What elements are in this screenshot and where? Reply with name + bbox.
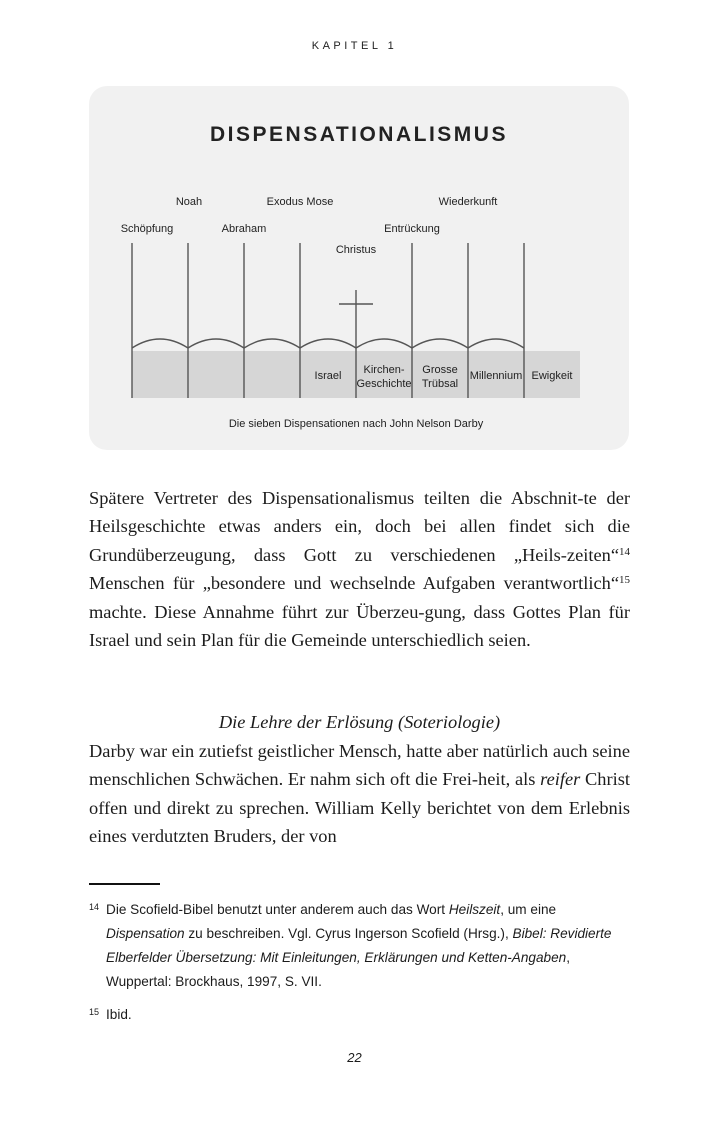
footnote-15 xyxy=(89,1003,630,1027)
period-geschichte: Geschichte xyxy=(356,378,412,390)
label-abraham: Abraham xyxy=(221,223,267,235)
paragraph-1-part-c: machte. Diese Annahme führt zur Überzeu-gung, dass Gottes Plan für Israel und sein Plan für die Gemeinde unterschiedlich seien. xyxy=(89,601,630,651)
footnote-number: 15 xyxy=(89,1007,100,1017)
paragraph-2-part-b: Christ offen und direkt zu sprechen. William Kelly berichtet von dem Erlebnis eines verdutzten Bruders, der von xyxy=(89,769,630,847)
period-ewigkeit: Ewigkeit xyxy=(531,370,573,382)
footnotes xyxy=(89,898,630,1036)
paragraph-1-part-a: Spätere Vertreter des Dispensationalismus teilten die Abschnit-te der Heilsgeschichte etwas anders ein, doch bei allen findet sich die Grundüberzeugung, dass Gott zu verschiedenen „Heils-zeiten“ xyxy=(89,488,630,565)
footnote-italic: Dispensation xyxy=(106,926,185,941)
label-schoepfung: Schöpfung xyxy=(120,223,174,235)
diagram-title: DISPENSATIONALISMUS xyxy=(210,123,508,146)
footnote-text: , um eine xyxy=(500,902,557,917)
diagram-svg xyxy=(89,86,629,450)
footnote-divider xyxy=(89,883,160,885)
section-heading: Die Lehre der Erlösung (Soteriologie) xyxy=(218,712,501,732)
paragraph-2-part-a: Darby war ein zutiefst geistlicher Mensch, hatte aber natürlich auch seine menschlichen Schwächen. Er nahm sich oft die Frei-heit, als xyxy=(89,741,630,790)
period-millennium: Millennium xyxy=(469,370,523,382)
chapter-header: KAPITEL 1 xyxy=(311,40,398,52)
paragraph-2-emphasis: reifer xyxy=(540,769,581,790)
period-truebsal: Trübsal xyxy=(421,378,459,390)
label-christus: Christus xyxy=(335,244,377,256)
label-entrueckung: Entrückung xyxy=(384,223,440,235)
period-grosse: Grosse xyxy=(422,364,458,376)
footnote-text: , Wuppertal: Brockhaus, 1997, S. VII. xyxy=(106,950,570,989)
diagram-caption: Die sieben Dispensationen nach John Nelson Darby xyxy=(228,418,484,430)
footnote-14 xyxy=(89,898,630,994)
period-israel: Israel xyxy=(314,370,342,382)
footnote-ref-14[interactable]: 14 xyxy=(619,545,630,558)
footnote-text: zu beschreiben. Vgl. Cyrus Ingerson Scofield (Hrsg.), xyxy=(184,926,513,941)
paragraph-2 xyxy=(89,737,630,851)
dispensation-diagram xyxy=(89,86,629,450)
footnote-text: Die Scofield-Bibel benutzt unter anderem auch das Wort xyxy=(106,902,449,917)
label-noah: Noah xyxy=(175,196,203,208)
footnote-text: Ibid. xyxy=(106,1007,132,1022)
footnote-italic: Bibel: Revidierte Elberfelder Übersetzung: Mit Einleitungen, Erklärungen und Ketten-Angaben xyxy=(106,926,612,965)
label-wiederkunft: Wiederkunft xyxy=(438,196,498,208)
footnote-ref-15[interactable]: 15 xyxy=(619,574,630,587)
paragraph-1 xyxy=(89,484,630,654)
period-kirchen: Kirchen- xyxy=(363,364,405,376)
footnote-italic: Heilszeit xyxy=(448,902,501,917)
page-number: 22 xyxy=(347,1050,362,1065)
label-exodus-mose: Exodus Mose xyxy=(266,196,334,208)
paragraph-1-part-b: Menschen für „besondere und wechselnde Aufgaben verantwortlich“ xyxy=(89,573,619,594)
footnote-number: 14 xyxy=(89,902,100,912)
